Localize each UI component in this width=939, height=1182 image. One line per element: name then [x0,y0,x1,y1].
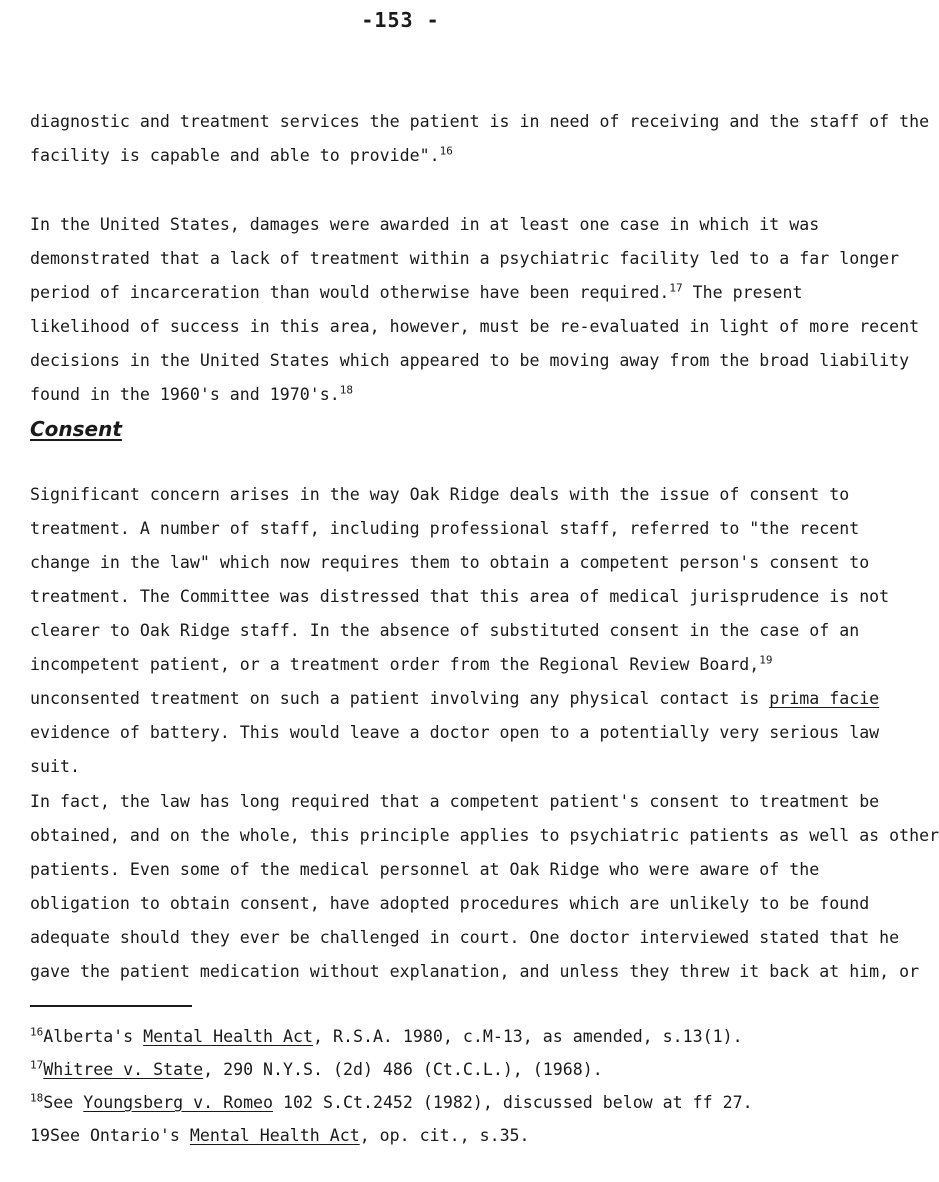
text-line: gave the patient medication without explanation, and unless they threw it back at him, or [30,962,920,981]
cited-title: Youngsberg v. Romeo [83,1093,274,1112]
footnotes [30,1020,770,1152]
text-line: incompetent patient, or a treatment order from the Regional Review Board,$^{19}$ [30,653,773,674]
text-line: found in the 1960's and 1970's.$^{18}$ [30,383,353,404]
text-line: decisions in the United States which appeared to be moving away from the broad liability [30,351,910,370]
text-line: treatment. The Committee was distressed that this area of medical jurisprudence is not [30,587,890,606]
text-line: likelihood of success in this area, however, must be re-evaluated in light of more recent [30,317,920,336]
text-line: treatment. A number of staff, including professional staff, referred to "the recent [30,519,860,538]
footnote-number: 16 [30,1025,44,1039]
text-line: diagnostic and treatment services the patient is in need of receiving and the staff of the [30,112,930,131]
text-line: clearer to Oak Ridge staff. In the absence of substituted consent in the case of an [30,621,860,640]
text-line: suit. [30,757,80,776]
text-line: evidence of battery. This would leave a doctor open to a potentially very serious law [30,723,880,742]
text-line: obligation to obtain consent, have adopted procedures which are unlikely to be found [30,894,870,913]
cited-title: Mental Health Act [189,1126,360,1145]
footnote-ref: 16 [439,144,453,158]
paragraph-1 [30,105,930,173]
footnote: $^{18}$See Youngsberg v. Romeo 102 S.Ct.2452 (1982), discussed below at ff 27. [30,1091,753,1112]
footnote: 19See Ontario's Mental Health Act, op. cit., s.35. [30,1126,530,1145]
footnote-ref: 18 [339,383,353,397]
text-line: obtained, and on the whole, this principle applies to psychiatric patients as well as other [30,826,939,845]
footnote-number: 18 [30,1091,44,1105]
footnote: $^{16}$Alberta's Mental Health Act, R.S.A. 1980, c.M-13, as amended, s.13(1). [30,1025,743,1046]
text-line: facility is capable and able to provide".$^{16}$ [30,144,453,165]
paragraph-3 [30,478,890,784]
text-line: Significant concern arises in the way Oak Ridge deals with the issue of consent to [30,485,850,504]
footnote-ref: 19 [759,653,773,667]
text-line: In fact, the law has long required that a competent patient's consent to treatment be [30,792,880,811]
footnote: $^{17}$Whitree v. State, 290 N.Y.S. (2d) 486 (Ct.C.L.), (1968). [30,1058,603,1079]
text-line: unconsented treatment on such a patient involving any physical contact is prima facie [30,689,880,708]
text-line: period of incarceration than would otherwise have been required.$^{17}$ The present [30,281,803,302]
text-line: demonstrated that a lack of treatment within a psychiatric facility led to a far longer [30,249,900,268]
paragraph-4 [30,785,939,989]
section-heading: Consent [30,417,122,441]
page-number: -153 - [361,8,440,32]
footnote-ref: 17 [669,281,683,295]
footnote-divider [30,1005,192,1007]
cited-title: Mental Health Act [143,1027,313,1046]
text-line: In the United States, damages were awarded in at least one case in which it was [30,215,820,234]
latin-term: prima facie [769,689,880,708]
footnote-number: 17 [30,1058,44,1072]
text-line: change in the law" which now requires them to obtain a competent person's consent to [30,553,870,572]
cited-title: Whitree v. State [43,1060,204,1079]
text-line: adequate should they ever be challenged in court. One doctor interviewed stated that he [30,928,900,947]
text-line: patients. Even some of the medical personnel at Oak Ridge who were aware of the [30,860,820,879]
paragraph-2 [30,208,920,412]
